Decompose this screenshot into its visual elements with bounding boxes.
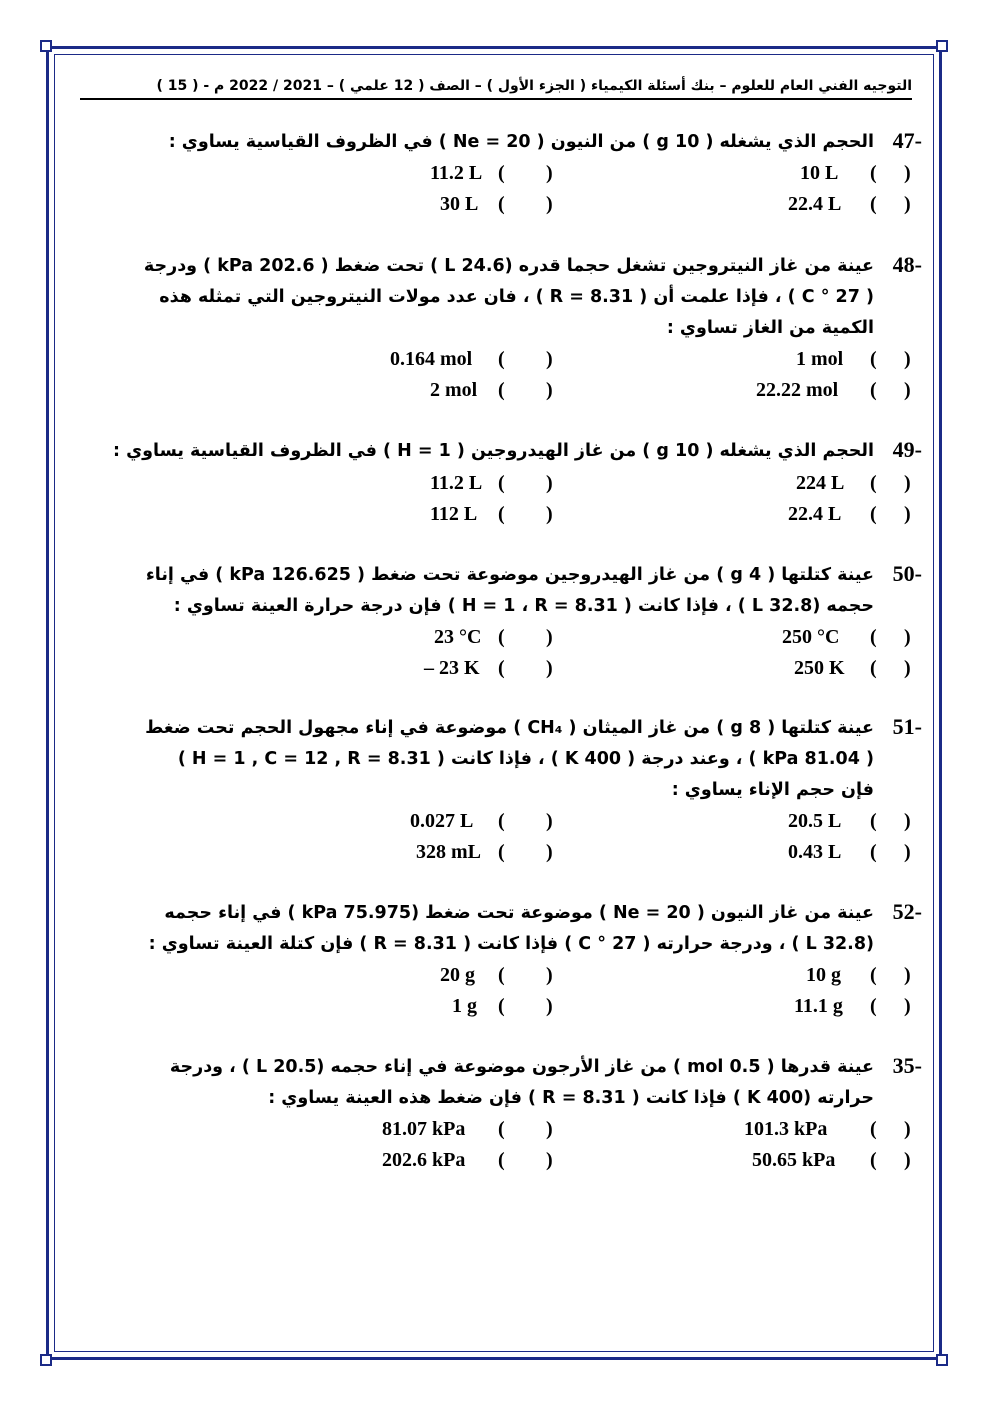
answer-bracket[interactable]: ) — [546, 162, 553, 184]
option: 112 L — [430, 503, 478, 525]
question-52 — [90, 899, 922, 969]
question-number: 50- — [892, 561, 922, 586]
corner-ornament — [936, 40, 948, 52]
answer-bracket[interactable]: ) — [546, 348, 553, 370]
question-number: 49- — [892, 437, 922, 462]
option: 10 g — [806, 964, 841, 986]
option: 250 K — [794, 657, 845, 679]
answer-bracket[interactable]: ) — [546, 841, 553, 863]
question-number: 51- — [892, 714, 922, 739]
answer-bracket[interactable]: ) — [546, 1118, 553, 1140]
answer-bracket[interactable]: ) — [904, 193, 911, 215]
question-text: (32.8 L ) ، ودرجة حرارته ( 27 ° C ) فإذا كانت ( R = 8.31 ) فإن كتلة العينة تساوي : — [148, 934, 874, 954]
question-text: حجمه (32.8 L ) ، فإذا كانت ( H = 1 ، R = 8.31 ) فإن درجة حرارة العينة تساوي : — [173, 596, 874, 616]
corner-ornament — [40, 1354, 52, 1366]
question-text: عينة قدرها ( 0.5 mol ) من غاز الأرجون موضوعة في إناء حجمه (20.5 L ) ، ودرجة — [169, 1057, 874, 1077]
option: – 23 K — [424, 657, 480, 679]
answer-bracket[interactable]: ) — [904, 995, 911, 1017]
option: 10 L — [800, 162, 839, 184]
answer-bracket[interactable]: ) — [546, 379, 553, 401]
option: 1 mol — [796, 348, 844, 370]
question-49 — [90, 437, 922, 477]
corner-ornament — [40, 40, 52, 52]
question-text: عينة كتلتها ( 8 g ) من غاز الميثان ( CH₄ ) موضوعة في إناء مجهول الحجم تحت ضغط — [145, 718, 874, 738]
answer-bracket[interactable]: ) — [904, 348, 911, 370]
answer-bracket[interactable]: ) — [546, 810, 553, 832]
question-number: 47- — [892, 128, 922, 153]
option: 250 °C — [782, 626, 840, 648]
answer-bracket[interactable]: ) — [904, 503, 911, 525]
question-35 — [90, 1053, 922, 1123]
answer-bracket[interactable]: ) — [904, 657, 911, 679]
answer-bracket[interactable]: ) — [546, 657, 553, 679]
option: 2 mol — [430, 379, 478, 401]
answer-bracket[interactable]: ) — [904, 1118, 911, 1140]
question-50 — [90, 561, 922, 631]
question-51 — [90, 714, 922, 814]
option: 202.6 kPa — [382, 1149, 466, 1171]
answer-bracket[interactable]: ) — [546, 995, 553, 1017]
answer-bracket[interactable]: ) — [546, 626, 553, 648]
question-number: 35- — [892, 1053, 922, 1078]
option: 11.1 g — [794, 995, 843, 1017]
answer-bracket[interactable]: ) — [546, 193, 553, 215]
answer-bracket[interactable]: ) — [546, 472, 553, 494]
question-text: عينة من غاز النيتروجين تشغل حجما قدره (24.6 L ) تحت ضغط ( 202.6 kPa ) ودرجة — [143, 256, 874, 276]
answer-bracket[interactable]: ) — [546, 503, 553, 525]
question-text: ( 81.04 kPa ) ، وعند درجة ( 400 K ) ، فإذا كانت ( H = 1 , C = 12 , R = 8.31 ) — [177, 749, 874, 769]
option: 11.2 L — [430, 472, 483, 494]
answer-bracket[interactable]: ) — [904, 841, 911, 863]
option: 22.4 L — [788, 503, 842, 525]
option: 30 L — [440, 193, 479, 215]
question-text: حرارته (400 K ) فإذا كانت ( R = 8.31 ) فإن ضغط هذه العينة يساوي : — [268, 1088, 874, 1108]
page-header: التوجيه الفني العام للعلوم – بنك أسئلة الكيمياء ( الجزء الأول ) – الصف ( 12 علمي ) – 2021 / 2022 م - ( 15 ) — [80, 76, 912, 100]
option: 22.22 mol — [756, 379, 839, 401]
option: 20.5 L — [788, 810, 842, 832]
option: 0.027 L — [410, 810, 474, 832]
question-text: عينة من غاز النيون ( Ne = 20 ) موضوعة تحت ضغط (75.975 kPa ) في إناء حجمه — [164, 903, 874, 923]
corner-ornament — [936, 1354, 948, 1366]
answer-bracket[interactable]: ) — [904, 964, 911, 986]
answer-bracket[interactable]: ) — [904, 1149, 911, 1171]
answer-bracket[interactable]: ) — [904, 379, 911, 401]
option: 1 g — [452, 995, 477, 1017]
answer-bracket[interactable]: ) — [904, 472, 911, 494]
option: 11.2 L — [430, 162, 483, 184]
answer-bracket[interactable]: ) — [904, 162, 911, 184]
answer-bracket[interactable]: ) — [904, 626, 911, 648]
option: 0.43 L — [788, 841, 842, 863]
option: 22.4 L — [788, 193, 842, 215]
option: 328 mL — [416, 841, 481, 863]
option: 0.164 mol — [390, 348, 473, 370]
option: 50.65 kPa — [752, 1149, 836, 1171]
option: 20 g — [440, 964, 475, 986]
option: 101.3 kPa — [744, 1118, 828, 1140]
question-number: 52- — [892, 899, 922, 924]
option: 81.07 kPa — [382, 1118, 466, 1140]
option: 23 °C — [434, 626, 482, 648]
option: 224 L — [796, 472, 845, 494]
question-text: فإن حجم الإناء يساوي : — [671, 780, 874, 800]
question-text: عينة كتلتها ( 4 g ) من غاز الهيدروجين موضوعة تحت ضغط ( 126.625 kPa ) في إناء — [145, 565, 874, 585]
question-number: 48- — [892, 252, 922, 277]
question-text: الحجم الذي يشغله ( 10 g ) من غاز الهيدروجين ( H = 1 ) في الظروف القياسية يساوي : — [113, 441, 874, 461]
question-text: ( 27 ° C ) ، فإذا علمت أن ( R = 8.31 ) ، فان عدد مولات النيتروجين التي تمثله هذه — [159, 287, 874, 307]
question-text: الكمية من الغاز تساوي : — [666, 318, 874, 338]
answer-bracket[interactable]: ) — [546, 964, 553, 986]
question-48 — [90, 252, 922, 352]
answer-bracket[interactable]: ) — [546, 1149, 553, 1171]
question-text: الحجم الذي يشغله ( 10 g ) من النيون ( Ne = 20 ) في الظروف القياسية يساوي : — [168, 132, 874, 152]
answer-bracket[interactable]: ) — [904, 810, 911, 832]
